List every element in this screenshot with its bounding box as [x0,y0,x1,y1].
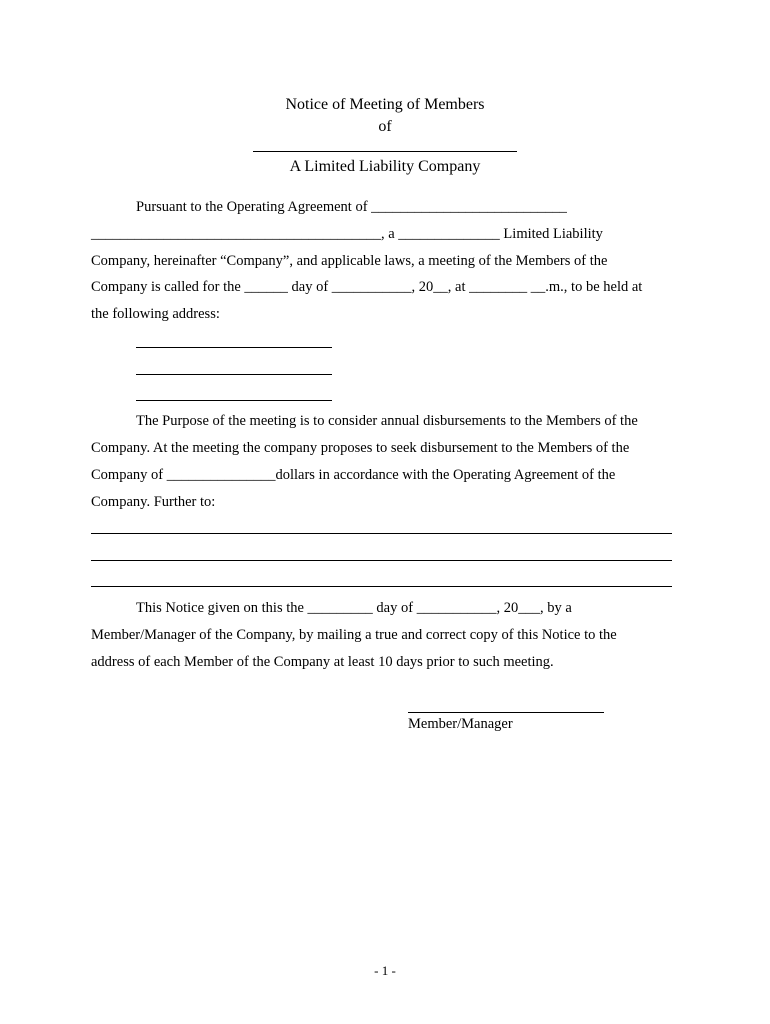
address-line-2[interactable] [136,374,332,375]
address-line-1[interactable] [136,347,332,348]
company-name-blank[interactable] [253,151,517,152]
further-to-line-1[interactable] [91,533,672,534]
title-of: of [378,118,392,135]
para1-line2: ________________________________________, a ______________ Limited Liability [91,226,603,242]
document-title: Notice of Meeting of Members [285,96,485,113]
signature-line[interactable] [408,712,604,713]
page-number: - 1 - [374,963,396,978]
para2-line4: Company. Further to: [91,494,216,510]
para2-line1: The Purpose of the meeting is to consider annual disbursements to the Members of the [136,413,638,429]
further-to-line-3[interactable] [91,586,672,587]
para3-line3: address of each Member of the Company at least 10 days prior to such meeting. [91,654,554,670]
para2-line2: Company. At the meeting the company proposes to seek disbursement to the Members of the [91,440,630,456]
para1-line4: Company is called for the ______ day of ___________, 20__, at ________ __.m., to be held at [91,279,643,295]
para3-line2: Member/Manager of the Company, by mailing a true and correct copy of this Notice to the [91,627,617,643]
para1-line1: Pursuant to the Operating Agreement of ___________________________ [136,199,567,215]
document-subtitle: A Limited Liability Company [289,158,481,175]
para1-line5: the following address: [91,306,220,322]
para3-line1: This Notice given on this the _________ day of ___________, 20___, by a [136,600,572,616]
further-to-line-2[interactable] [91,560,672,561]
para2-line3: Company of _______________dollars in accordance with the Operating Agreement of the [91,467,616,483]
address-line-3[interactable] [136,400,332,401]
signature-label: Member/Manager [408,716,513,732]
para1-line3: Company, hereinafter “Company”, and applicable laws, a meeting of the Members of the [91,253,608,269]
